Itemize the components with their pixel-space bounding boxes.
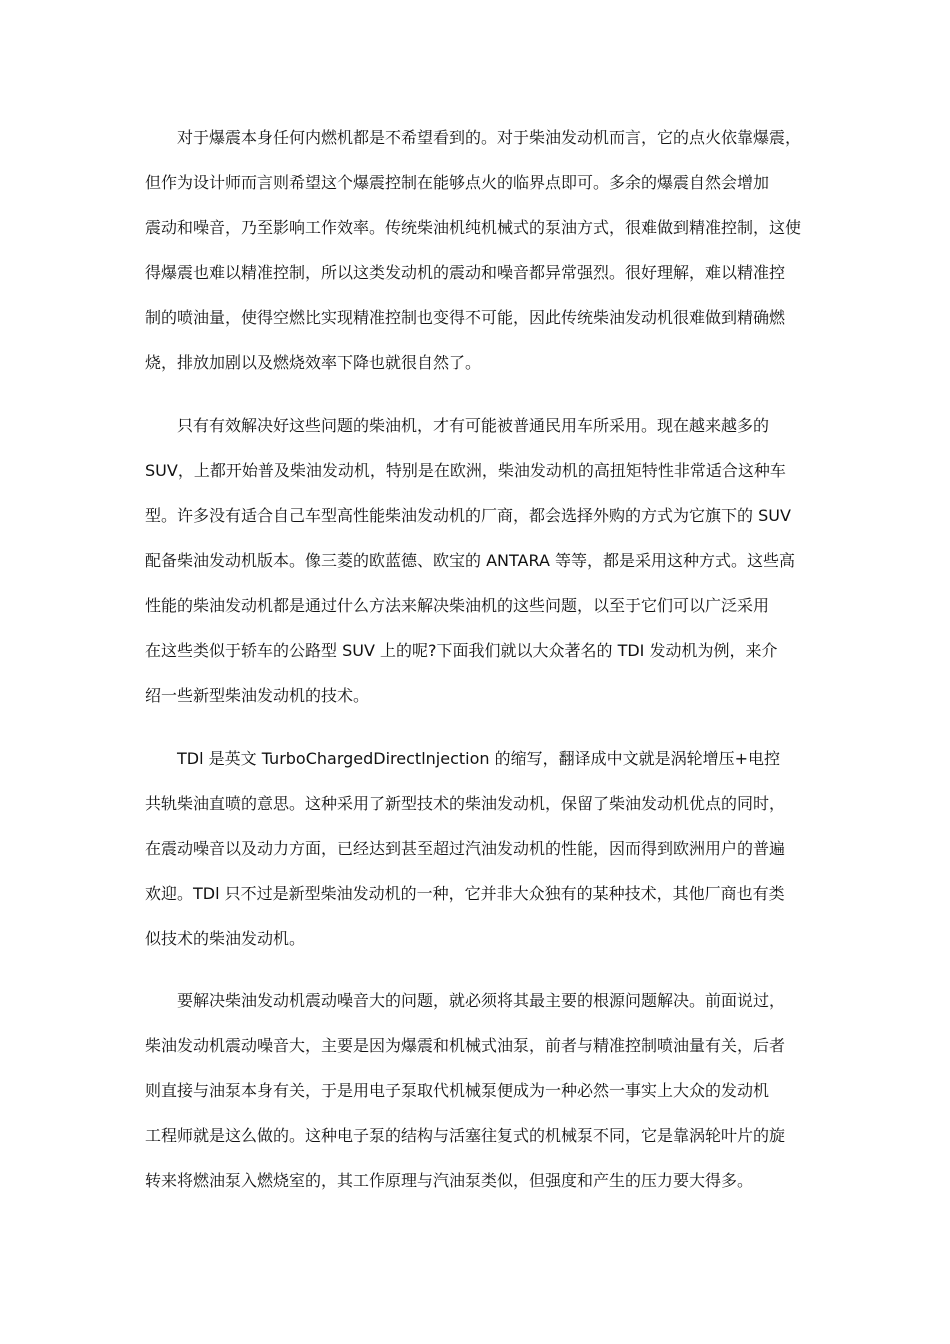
text-line: 对于爆震本身任何内燃机都是不希望看到的。对于柴油发动机而言，它的点火依靠爆震， <box>145 128 802 147</box>
text-line: 震动和噪音，乃至影响工作效率。传统柴油机纯机械式的泵油方式，很难做到精准控制，这使 <box>145 218 802 237</box>
text-line: 共轨柴油直喷的意思。这种采用了新型技术的柴油发动机，保留了柴油发动机优点的同时， <box>145 794 786 813</box>
text-line: 要解决柴油发动机震动噪音大的问题，就必须将其最主要的根源问题解决。前面说过， <box>145 991 786 1010</box>
text-line: 工程师就是这么做的。这种电子泵的结构与活塞往复式的机械泵不同，它是靠涡轮叶片的旋 <box>145 1126 786 1145</box>
text-line: 在这些类似于轿车的公路型 SUV 上的呢?下面我们就以大众著名的 TDI 发动机为例，来介 <box>145 641 778 660</box>
text-line: 得爆震也难以精准控制，所以这类发动机的震动和噪音都异常强烈。很好理解，难以精准控 <box>145 263 786 282</box>
text-line: 在震动噪音以及动力方面，已经达到甚至超过汽油发动机的性能，因而得到欧洲用户的普遍 <box>145 839 786 858</box>
text-line: 配备柴油发动机版本。像三菱的欧蓝德、欧宝的 ANTARA 等等，都是采用这种方式。这些高 <box>145 551 795 570</box>
text-line: 绍一些新型柴油发动机的技术。 <box>145 686 370 705</box>
text-line: 欢迎。TDl 只不过是新型柴油发动机的一种，它并非大众独有的某种技术，其他厂商也有类 <box>145 884 785 903</box>
text-line: 但作为设计师而言则希望这个爆震控制在能够点火的临界点即可。多余的爆震自然会增加 <box>145 173 770 192</box>
text-line: 则直接与油泵本身有关，于是用电子泵取代机械泵便成为一种必然一事实上大众的发动机 <box>145 1081 770 1100</box>
paragraph-electronic-pump <box>145 978 810 1203</box>
text-line: 型。许多没有适合自己车型高性能柴油发动机的厂商，都会选择外购的方式为它旗下的 SUV <box>145 506 791 525</box>
text-line: TDl 是英文 TurboChargedDirectlnjection 的缩写，翻译成中文就是涡轮增压+电控 <box>145 749 781 768</box>
text-line: 烧，排放加剧以及燃烧效率下降也就很自然了。 <box>145 353 482 372</box>
text-line: 柴油发动机震动噪音大，主要是因为爆震和机械式油泵，前者与精准控制喷油量有关，后者 <box>145 1036 786 1055</box>
text-line: 制的喷油量，使得空燃比实现精准控制也变得不可能，因此传统柴油发动机很难做到精确燃 <box>145 308 786 327</box>
text-line: SUV，上都开始普及柴油发动机，特别是在欧洲，柴油发动机的高扭矩特性非常适合这种车 <box>145 461 786 480</box>
text-line: 转来将燃油泵入燃烧室的，其工作原理与汽油泵类似，但强度和产生的压力要大得多。 <box>145 1171 754 1190</box>
text-line: 性能的柴油发动机都是通过什么方法来解决柴油机的这些问题，以至于它们可以广泛采用 <box>145 596 770 615</box>
text-line: 只有有效解决好这些问题的柴油机，才有可能被普通民用车所采用。现在越来越多的 <box>145 416 770 435</box>
paragraph-tdi-definition <box>145 736 810 961</box>
paragraph-suv-diesel <box>145 403 810 718</box>
paragraph-knock-intro <box>145 115 810 385</box>
text-line: 似技术的柴油发动机。 <box>145 929 306 948</box>
